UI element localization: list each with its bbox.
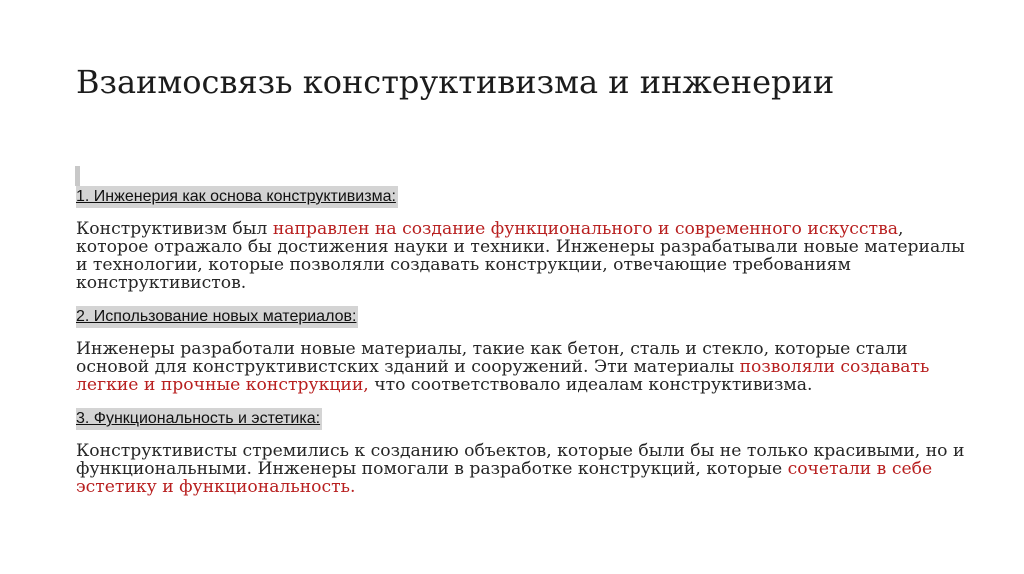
highlighted-phrase: направлен на создание функционального и современного искусства (272, 219, 898, 239)
section-heading: 2. Использование новых материалов: (76, 306, 358, 328)
section-engineering-basis (76, 186, 976, 292)
section-paragraph (76, 340, 976, 394)
slide-title: Взаимосвязь конструктивизма и инженерии (76, 63, 835, 101)
section-new-materials (76, 306, 976, 394)
highlighted-phrase: сочетали в себе эстетику и функциональность. (76, 459, 933, 497)
section-function-aesthetics (76, 408, 976, 496)
paragraph-text: Конструктивизм был (76, 219, 273, 239)
section-paragraph (76, 220, 976, 292)
section-heading: 3. Функциональность и эстетика: (76, 408, 322, 430)
section-paragraph (76, 442, 976, 496)
paragraph-text: , которое отражало бы достижения науки и техники. Инженеры разрабатывали новые материалы и технологии, которые позволяли создавать конструкции, отвечающие требованиям конструктивистов. (76, 219, 965, 293)
slide-content (76, 186, 976, 510)
text-cursor-marker (75, 166, 80, 186)
section-heading: 1. Инженерия как основа конструктивизма: (76, 186, 398, 208)
paragraph-text: что соответствовало идеалам конструктивизма. (368, 375, 813, 395)
highlighted-phrase: позволяли создавать легкие и прочные конструкции, (76, 357, 930, 395)
paragraph-text: Инженеры разработали новые материалы, такие как бетон, сталь и стекло, которые стали основой для конструктивистских зданий и сооружений. Эти материалы (76, 339, 908, 377)
paragraph-text: Конструктивисты стремились к созданию объектов, которые были бы не только красивыми, но и функциональными. Инженеры помогали в разработке конструкций, которые (76, 441, 965, 479)
